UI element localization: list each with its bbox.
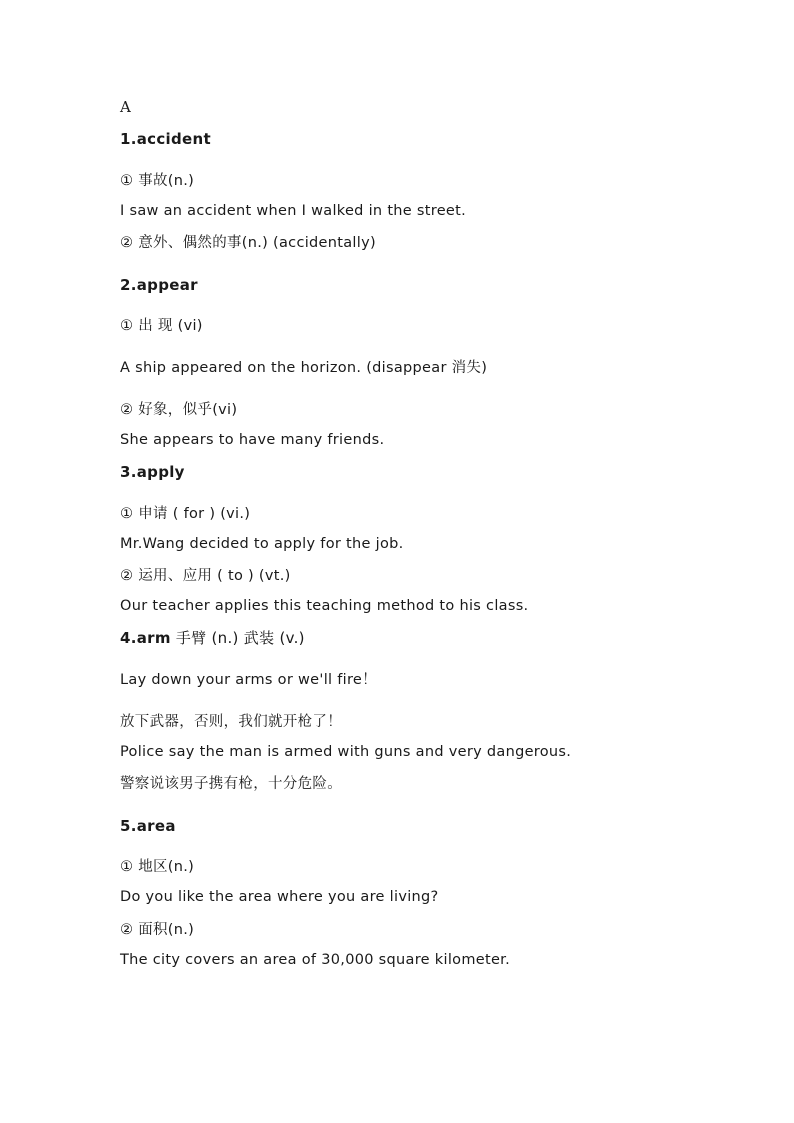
section-letter: A (120, 98, 132, 116)
entry-heading-word: 4.arm (120, 629, 171, 647)
entry-line: Police say the man is armed with guns and very dangerous. (120, 744, 572, 760)
entry-line: Do you like the area where you are living? (120, 889, 439, 905)
entry-line: ① 地区(n.) (120, 859, 195, 875)
entry-line: ② 好象，似乎(vi) (120, 402, 238, 418)
entry-line: 放下武器，否则，我们就开枪了！ (120, 714, 342, 730)
entry-heading-arm (120, 628, 305, 648)
entry-line: I saw an accident when I walked in the street. (120, 203, 467, 219)
entry-line: ① 出 现 (vi) (120, 318, 203, 334)
entry-line: A ship appeared on the horizon. (disappear 消失) (120, 360, 488, 376)
entry-line: She appears to have many friends. (120, 432, 385, 448)
entry-line: ① 事故(n.) (120, 173, 195, 189)
entry-line: The city covers an area of 30,000 square kilometer. (120, 952, 511, 968)
entry-line: Our teacher applies this teaching method to his class. (120, 598, 529, 614)
entry-heading-definition: 手臂 (n.) 武装 (v.) (170, 629, 305, 647)
entry-heading-accident: 1.accident (120, 130, 211, 148)
entry-line: 警察说该男子携有枪，十分危险。 (120, 776, 342, 792)
entry-line: ② 运用、应用 ( to ) (vt.) (120, 568, 291, 584)
entry-line: ② 面积(n.) (120, 922, 195, 938)
entry-line: ① 申请 ( for ) (vi.) (120, 506, 251, 522)
entry-heading-appear: 2.appear (120, 276, 198, 294)
entry-heading-apply: 3.apply (120, 463, 185, 481)
entry-heading-area: 5.area (120, 817, 176, 835)
entry-line: Lay down your arms or we'll fire！ (120, 672, 377, 688)
entry-line: Mr.Wang decided to apply for the job. (120, 536, 404, 552)
entry-line: ② 意外、偶然的事(n.) (accidentally) (120, 235, 376, 251)
